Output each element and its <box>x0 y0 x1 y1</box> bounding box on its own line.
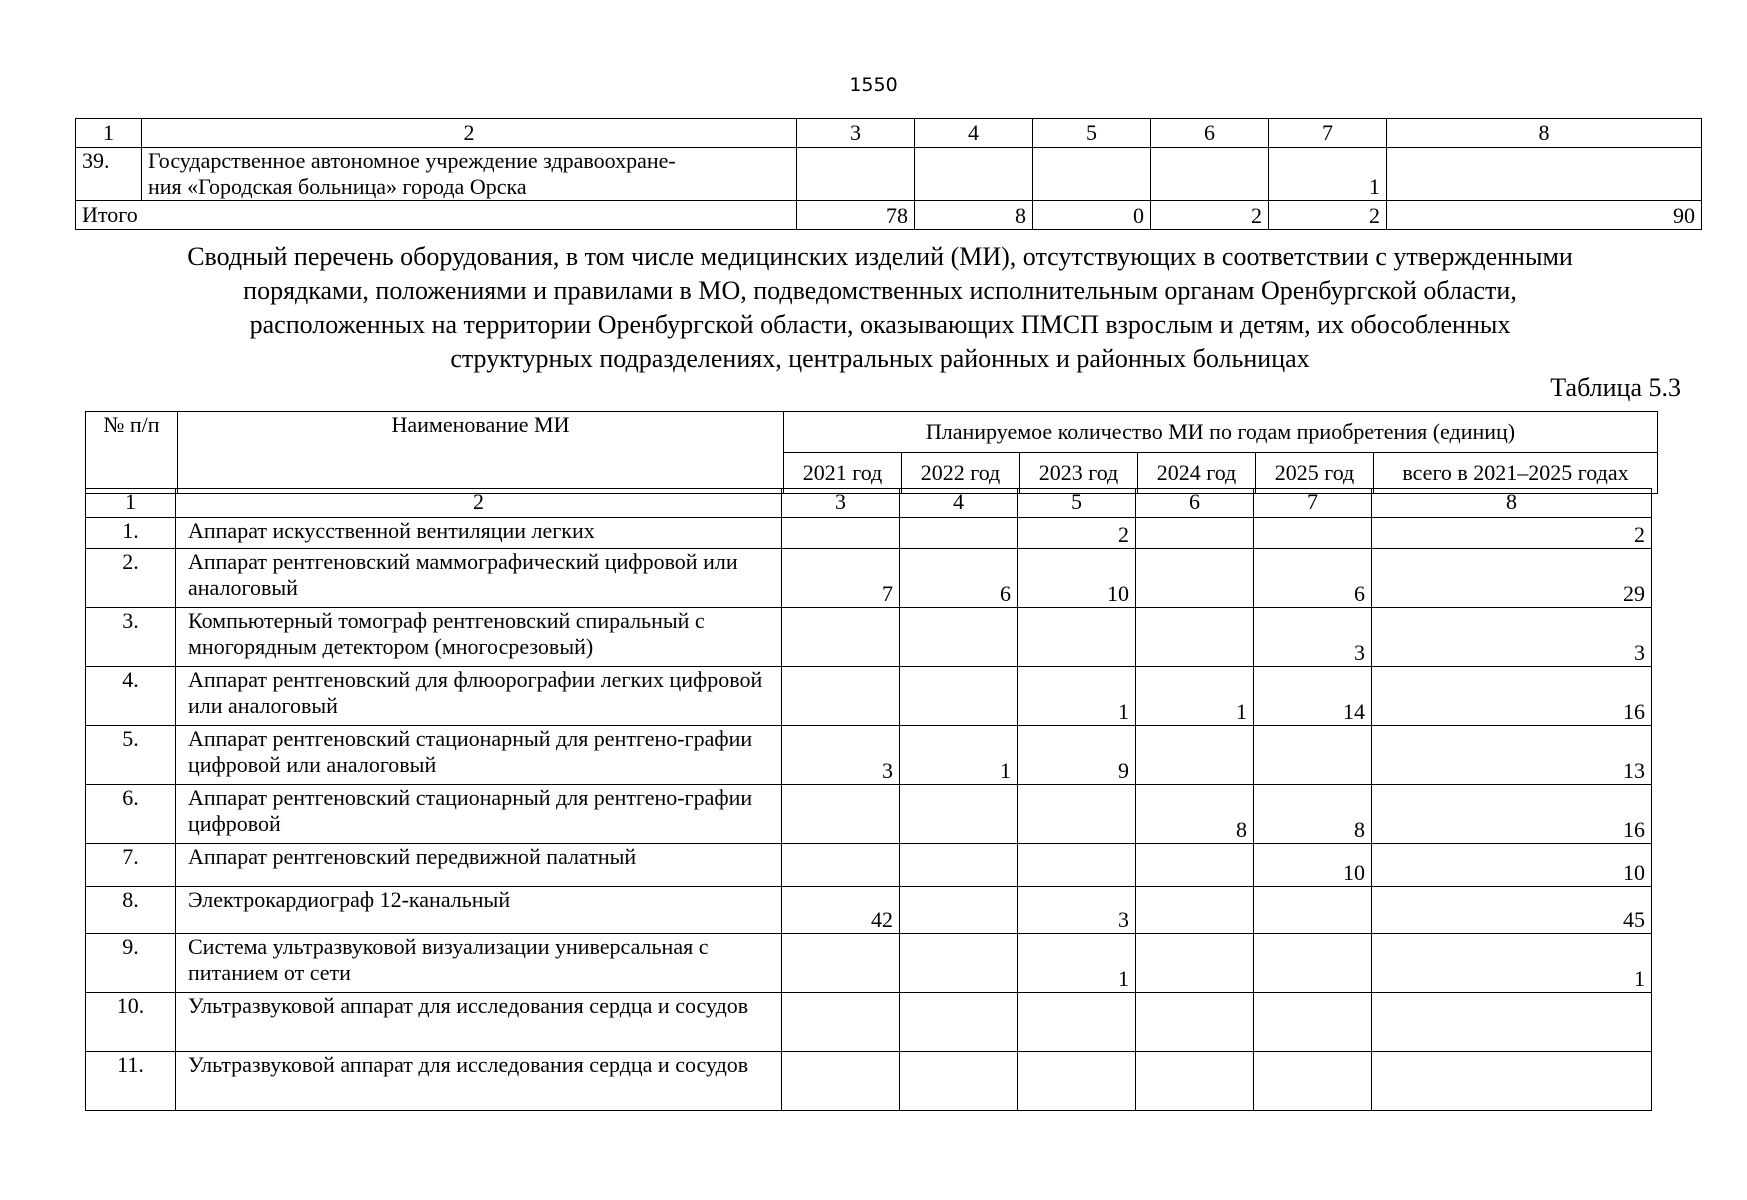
total-value: 0 <box>1033 201 1151 230</box>
institution-name-line: Государственное автономное учреждение здравоохране- <box>148 148 676 173</box>
table-row <box>86 726 1652 785</box>
year-value-cell: 2 <box>1018 518 1136 549</box>
total-cell: 2 <box>1372 518 1652 549</box>
row-number: 2. <box>86 549 176 608</box>
row-number: 3. <box>86 608 176 667</box>
value-cell <box>915 148 1033 201</box>
column-number: 7 <box>1254 489 1372 518</box>
header-year: 2023 год <box>1020 453 1138 494</box>
column-number: 4 <box>900 489 1018 518</box>
year-value-cell <box>900 785 1018 844</box>
table-row <box>86 1052 1652 1111</box>
year-value-cell <box>782 844 900 887</box>
total-value: 90 <box>1387 201 1702 230</box>
table-label: Таблица 5.3 <box>1550 373 1681 402</box>
year-value-cell <box>782 518 900 549</box>
equipment-name: Ультразвуковой аппарат для исследования сердца и сосудов <box>176 1052 782 1111</box>
row-number: 11. <box>86 1052 176 1111</box>
header-year: 2022 год <box>902 453 1020 494</box>
equipment-table <box>85 488 1652 1111</box>
year-value-cell <box>900 518 1018 549</box>
total-cell: 16 <box>1372 667 1652 726</box>
main-table-header <box>85 411 1658 494</box>
total-cell: 45 <box>1372 887 1652 934</box>
year-value-cell <box>782 785 900 844</box>
header-year: 2025 год <box>1256 453 1374 494</box>
column-number: 7 <box>1269 119 1387 148</box>
column-number: 1 <box>86 489 176 518</box>
total-value: 78 <box>797 201 915 230</box>
table-row <box>86 993 1652 1052</box>
year-value-cell <box>1254 1052 1372 1111</box>
year-value-cell <box>782 608 900 667</box>
year-value-cell: 3 <box>1254 608 1372 667</box>
row-number: 7. <box>86 844 176 887</box>
table-row <box>86 785 1652 844</box>
continuation-table <box>75 118 1702 230</box>
row-number: 10. <box>86 993 176 1052</box>
table-row <box>86 887 1652 934</box>
total-cell <box>1372 993 1652 1052</box>
row-number: 8. <box>86 887 176 934</box>
table-row <box>86 934 1652 993</box>
year-value-cell <box>900 934 1018 993</box>
year-value-cell: 1 <box>900 726 1018 785</box>
year-value-cell <box>900 993 1018 1052</box>
year-value-cell: 9 <box>1018 726 1136 785</box>
caption-line: порядками, положениями и правилами в МО, подведомственных исполнительным органам Оренбургской области, <box>243 276 1517 305</box>
header-number: № п/п <box>86 412 178 494</box>
row-number: 6. <box>86 785 176 844</box>
equipment-name: Аппарат рентгеновский маммографический цифровой или аналоговый <box>176 549 782 608</box>
year-value-cell <box>900 844 1018 887</box>
row-number: 9. <box>86 934 176 993</box>
year-value-cell: 14 <box>1254 667 1372 726</box>
column-number: 3 <box>782 489 900 518</box>
value-cell <box>1151 148 1269 201</box>
caption-line: структурных подразделениях, центральных районных и районных больницах <box>450 344 1310 373</box>
table-row <box>76 148 1702 201</box>
row-number: 5. <box>86 726 176 785</box>
year-value-cell: 6 <box>900 549 1018 608</box>
column-number-row <box>76 119 1702 148</box>
column-number: 2 <box>176 489 782 518</box>
year-value-cell <box>1018 844 1136 887</box>
total-cell: 29 <box>1372 549 1652 608</box>
equipment-name: Аппарат рентгеновский передвижной палатный <box>176 844 782 887</box>
header-total: всего в 2021–2025 годах <box>1374 453 1658 494</box>
year-value-cell <box>782 934 900 993</box>
column-number: 2 <box>142 119 797 148</box>
year-value-cell <box>1018 993 1136 1052</box>
equipment-name: Электрокардиограф 12-канальный <box>176 887 782 934</box>
year-value-cell <box>1136 1052 1254 1111</box>
row-number: 39. <box>76 148 142 201</box>
value-cell <box>1387 148 1702 201</box>
value-cell <box>1033 148 1151 201</box>
total-cell: 1 <box>1372 934 1652 993</box>
total-cell: 10 <box>1372 844 1652 887</box>
total-value: 2 <box>1269 201 1387 230</box>
year-value-cell <box>782 993 900 1052</box>
total-row <box>76 201 1702 230</box>
year-value-cell <box>1136 993 1254 1052</box>
year-value-cell <box>900 1052 1018 1111</box>
year-value-cell <box>1254 934 1372 993</box>
column-number: 5 <box>1018 489 1136 518</box>
year-value-cell: 8 <box>1254 785 1372 844</box>
year-value-cell <box>1136 518 1254 549</box>
row-number: 4. <box>86 667 176 726</box>
total-value: 8 <box>915 201 1033 230</box>
table-row <box>86 549 1652 608</box>
year-value-cell <box>1136 934 1254 993</box>
year-value-cell: 6 <box>1254 549 1372 608</box>
year-value-cell <box>1254 518 1372 549</box>
year-value-cell <box>1254 993 1372 1052</box>
table-row <box>86 608 1652 667</box>
institution-name-line: ния «Городская больница» города Орска <box>148 174 527 199</box>
equipment-name: Ультразвуковой аппарат для исследования сердца и сосудов <box>176 993 782 1052</box>
year-value-cell: 3 <box>1018 887 1136 934</box>
equipment-name: Аппарат искусственной вентиляции легких <box>176 518 782 549</box>
total-value: 2 <box>1151 201 1269 230</box>
column-number: 3 <box>797 119 915 148</box>
total-cell <box>1372 1052 1652 1111</box>
equipment-name: Аппарат рентгеновский стационарный для рентгено-графии цифровой или аналоговый <box>176 726 782 785</box>
year-value-cell: 1 <box>1018 667 1136 726</box>
institution-name <box>142 148 797 201</box>
column-number: 6 <box>1136 489 1254 518</box>
year-value-cell <box>1018 608 1136 667</box>
table-row <box>86 844 1652 887</box>
header-year: 2024 год <box>1138 453 1256 494</box>
column-number: 4 <box>915 119 1033 148</box>
table-caption <box>60 240 1700 376</box>
table-row <box>86 518 1652 549</box>
year-value-cell <box>1018 1052 1136 1111</box>
total-cell: 13 <box>1372 726 1652 785</box>
header-planned: Планируемое количество МИ по годам приобретения (единиц) <box>784 412 1658 453</box>
table-row <box>86 667 1652 726</box>
year-value-cell <box>1136 844 1254 887</box>
column-number: 5 <box>1033 119 1151 148</box>
total-cell: 16 <box>1372 785 1652 844</box>
year-value-cell <box>900 608 1018 667</box>
year-value-cell <box>1254 726 1372 785</box>
value-cell <box>797 148 915 201</box>
column-number: 1 <box>76 119 142 148</box>
header-year: 2021 год <box>784 453 902 494</box>
year-value-cell <box>900 887 1018 934</box>
equipment-name: Аппарат рентгеновский стационарный для рентгено-графии цифровой <box>176 785 782 844</box>
year-value-cell <box>1136 608 1254 667</box>
value-cell: 1 <box>1269 148 1387 201</box>
year-value-cell: 10 <box>1018 549 1136 608</box>
equipment-name: Система ультразвуковой визуализации универсальная с питанием от сети <box>176 934 782 993</box>
year-value-cell: 42 <box>782 887 900 934</box>
header-name: Наименование МИ <box>178 412 784 494</box>
year-value-cell <box>900 667 1018 726</box>
equipment-name: Аппарат рентгеновский для флюорографии легких цифровой или аналоговый <box>176 667 782 726</box>
column-number: 8 <box>1372 489 1652 518</box>
year-value-cell <box>782 1052 900 1111</box>
column-number: 8 <box>1387 119 1702 148</box>
year-value-cell: 3 <box>782 726 900 785</box>
year-value-cell <box>1254 887 1372 934</box>
year-value-cell: 10 <box>1254 844 1372 887</box>
year-value-cell <box>1136 549 1254 608</box>
year-value-cell: 8 <box>1136 785 1254 844</box>
page-number: 1550 <box>849 74 898 96</box>
caption-line: расположенных на территории Оренбургской области, оказывающих ПМСП взрослым и детям, их обособленных <box>249 310 1511 339</box>
year-value-cell <box>1136 726 1254 785</box>
year-value-cell <box>1136 887 1254 934</box>
year-value-cell <box>1018 785 1136 844</box>
year-value-cell <box>782 667 900 726</box>
year-value-cell: 1 <box>1018 934 1136 993</box>
row-number: 1. <box>86 518 176 549</box>
column-number: 6 <box>1151 119 1269 148</box>
column-number-row <box>86 489 1652 518</box>
equipment-name: Компьютерный томограф рентгеновский спиральный с многорядным детектором (многосрезовый) <box>176 608 782 667</box>
total-cell: 3 <box>1372 608 1652 667</box>
year-value-cell: 7 <box>782 549 900 608</box>
total-label: Итого <box>76 201 797 230</box>
caption-line: Сводный перечень оборудования, в том числе медицинских изделий (МИ), отсутствующих в соответствии с утвержденными <box>187 242 1573 271</box>
year-value-cell: 1 <box>1136 667 1254 726</box>
